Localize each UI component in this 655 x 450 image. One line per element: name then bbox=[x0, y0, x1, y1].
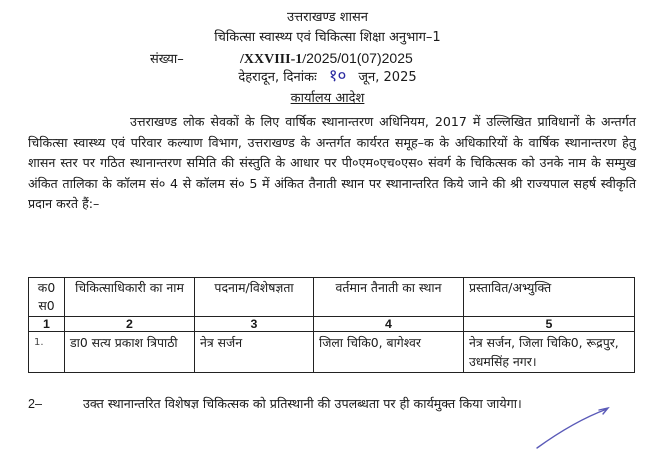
header-doctor-name: चिकित्साधिकारी का नाम bbox=[65, 278, 195, 317]
order-body-paragraph: उत्तराखण्ड लोक सेवकों के लिए वार्षिक स्थानान्तरण अधिनियम, 2017 में उल्लिखित प्राविधानों के अन्तर्गत चिकित्सा स्वास्थ्य एवं परिवार कल्याण विभाग, उत्तराखण्ड के अन्तर्गत कार्यरत समूह–क के अधिकारियों के वार्षिक स्थानान्तरण हेतु शासन स्तर पर गठित स्थानान्तरण समिति की संस्तुति के आधार पर पी०एम०एच०एस० संवर्ग के चिकित्सक को उनके नाम के सम्मुख अंकित तालिका के कॉलम सं० 4 से कॉलम सं० 5 में अंकित तैनाती स्थान पर स्थानान्तरित किये जाने की श्री राज्यपाल सहर्ष स्वीकृति प्रदान करते हैं:– bbox=[28, 114, 636, 211]
doctor-name-cell: डा0 सत्य प्रकाश त्रिपाठी bbox=[65, 332, 195, 373]
point-2-number: 2– bbox=[28, 397, 43, 411]
serial-cell: 1. bbox=[29, 332, 65, 373]
current-posting-cell: जिला चिकि0, बागेश्वर bbox=[314, 332, 464, 373]
reference-number: /XXVIII-1/ bbox=[240, 52, 307, 67]
department-heading: चिकित्सा स्वास्थ्य एवं चिकित्सा शिक्षा अनुभाग–1 bbox=[214, 30, 441, 45]
date-suffix: जून, 2025 bbox=[358, 70, 417, 85]
order-title-text: कार्यालय आदेश bbox=[290, 91, 365, 106]
date-prefix: देहरादून, दिनांकः bbox=[238, 70, 317, 85]
point-2-text: उक्त स्थानान्तरित विशेषज्ञ चिकित्सक को प्रतिस्थानी की उपलब्धता पर ही कार्यमुक्त किया जायेगा। bbox=[83, 396, 522, 411]
handwritten-date-day: १० bbox=[328, 66, 347, 85]
reference-label: संख्या– bbox=[150, 52, 184, 67]
order-title bbox=[0, 91, 655, 107]
designation-cell: नेत्र सर्जन bbox=[195, 332, 314, 373]
header-serial: क0 स0 bbox=[29, 278, 65, 317]
transfer-table bbox=[28, 277, 635, 373]
table-row bbox=[29, 332, 635, 373]
point-2 bbox=[28, 396, 522, 412]
reference-tail: 2025/01(07)2025 bbox=[306, 50, 413, 66]
column-number: 2 bbox=[65, 317, 195, 332]
header-proposed: प्रस्तावित/अभ्युक्ति bbox=[464, 278, 635, 317]
column-number: 5 bbox=[464, 317, 635, 332]
table-header-row bbox=[29, 278, 635, 317]
proposed-posting-cell: नेत्र सर्जन, जिला चिकि0, रूद्रपुर, उधमसिंह नगर। bbox=[464, 332, 635, 373]
column-number: 1 bbox=[29, 317, 65, 332]
header-designation: पदनाम/विशेषज्ञता bbox=[195, 278, 314, 317]
reference-number-line bbox=[150, 50, 413, 68]
header-current-posting: वर्तमान तैनाती का स्थान bbox=[314, 278, 464, 317]
column-number: 3 bbox=[195, 317, 314, 332]
government-heading: उत्तराखण्ड शासन bbox=[287, 10, 368, 25]
column-number-row bbox=[29, 317, 635, 332]
column-number: 4 bbox=[314, 317, 464, 332]
date-line bbox=[0, 68, 655, 86]
signature-stroke-icon bbox=[535, 405, 615, 450]
